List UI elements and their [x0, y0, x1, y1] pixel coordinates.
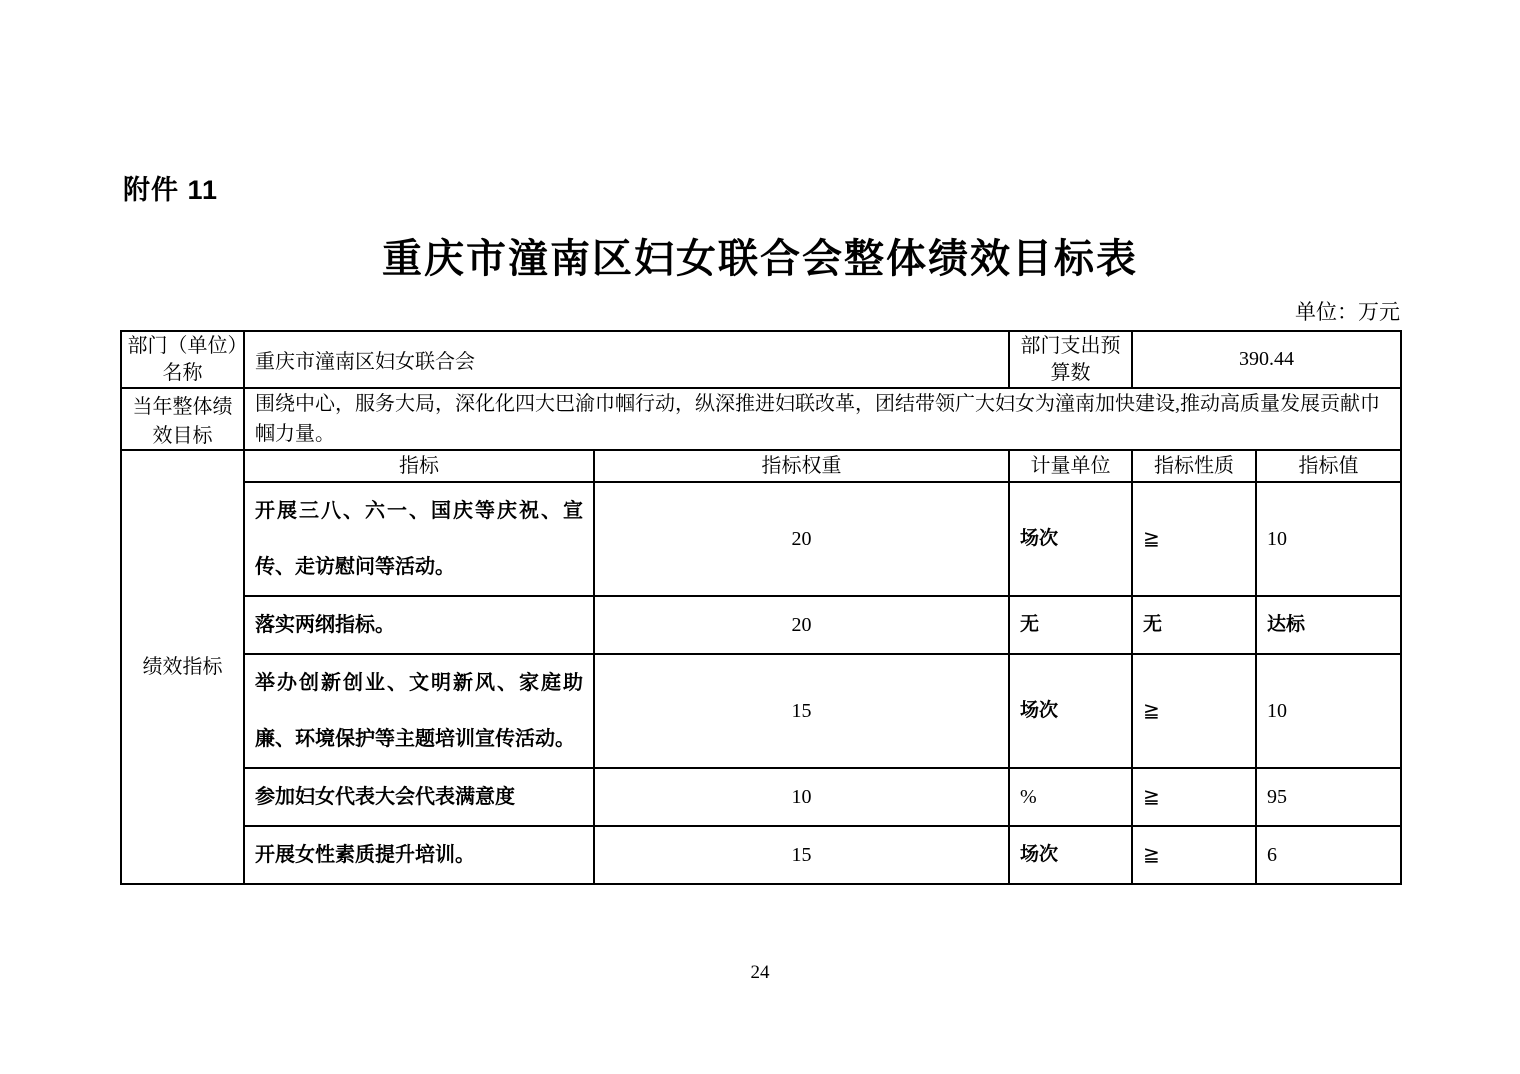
nature-cell: ≧	[1132, 482, 1256, 596]
weight-cell: 20	[594, 482, 1009, 596]
indicator-cell: 落实两纲指标。	[244, 596, 594, 654]
table-row	[121, 826, 1401, 884]
nature-cell: ≧	[1132, 654, 1256, 768]
unit-cell: %	[1009, 768, 1132, 826]
value-cell: 10	[1256, 654, 1401, 768]
goal-label-cell: 当年整体绩效目标	[121, 388, 244, 450]
nature-cell: ≧	[1132, 826, 1256, 884]
header-nature: 指标性质	[1132, 450, 1256, 482]
budget-label-cell: 部门支出预算数	[1009, 331, 1132, 388]
performance-table	[120, 330, 1402, 885]
budget-value-cell: 390.44	[1132, 331, 1401, 388]
nature-cell: 无	[1132, 596, 1256, 654]
dept-name-cell: 重庆市潼南区妇女联合会	[244, 331, 1009, 388]
unit-cell: 场次	[1009, 826, 1132, 884]
weight-cell: 15	[594, 654, 1009, 768]
page-title: 重庆市潼南区妇女联合会整体绩效目标表	[382, 237, 1138, 281]
dept-row	[121, 331, 1401, 388]
table-row	[121, 768, 1401, 826]
section-label-cell: 绩效指标	[121, 450, 244, 884]
value-cell: 6	[1256, 826, 1401, 884]
header-weight: 指标权重	[594, 450, 1009, 482]
attachment-label: 附件 11	[123, 175, 219, 205]
indicator-header-row	[121, 450, 1401, 482]
header-value: 指标值	[1256, 450, 1401, 482]
header-unit: 计量单位	[1009, 450, 1132, 482]
value-cell: 95	[1256, 768, 1401, 826]
value-cell: 10	[1256, 482, 1401, 596]
goal-row	[121, 388, 1401, 450]
weight-cell: 15	[594, 826, 1009, 884]
indicator-cell: 开展三八、六一、国庆等庆祝、宣传、走访慰问等活动。	[244, 482, 594, 596]
table-row	[121, 654, 1401, 768]
unit-note: 单位：万元	[1295, 300, 1400, 324]
page-number: 24	[750, 962, 770, 983]
indicator-cell: 开展女性素质提升培训。	[244, 826, 594, 884]
unit-cell: 场次	[1009, 482, 1132, 596]
dept-label-cell: 部门（单位）名称	[121, 331, 244, 388]
indicator-cell: 举办创新创业、文明新风、家庭助廉、环境保护等主题培训宣传活动。	[244, 654, 594, 768]
table-row	[121, 596, 1401, 654]
value-cell: 达标	[1256, 596, 1401, 654]
weight-cell: 20	[594, 596, 1009, 654]
unit-cell: 无	[1009, 596, 1132, 654]
table-row	[121, 482, 1401, 596]
header-indicator: 指标	[244, 450, 594, 482]
indicator-cell: 参加妇女代表大会代表满意度	[244, 768, 594, 826]
weight-cell: 10	[594, 768, 1009, 826]
nature-cell: ≧	[1132, 768, 1256, 826]
goal-text-cell: 围绕中心，服务大局，深化化四大巴渝巾帼行动，纵深推进妇联改革，团结带领广大妇女为潼南加快建设,推动高质量发展贡献巾帼力量。	[244, 388, 1401, 450]
unit-cell: 场次	[1009, 654, 1132, 768]
